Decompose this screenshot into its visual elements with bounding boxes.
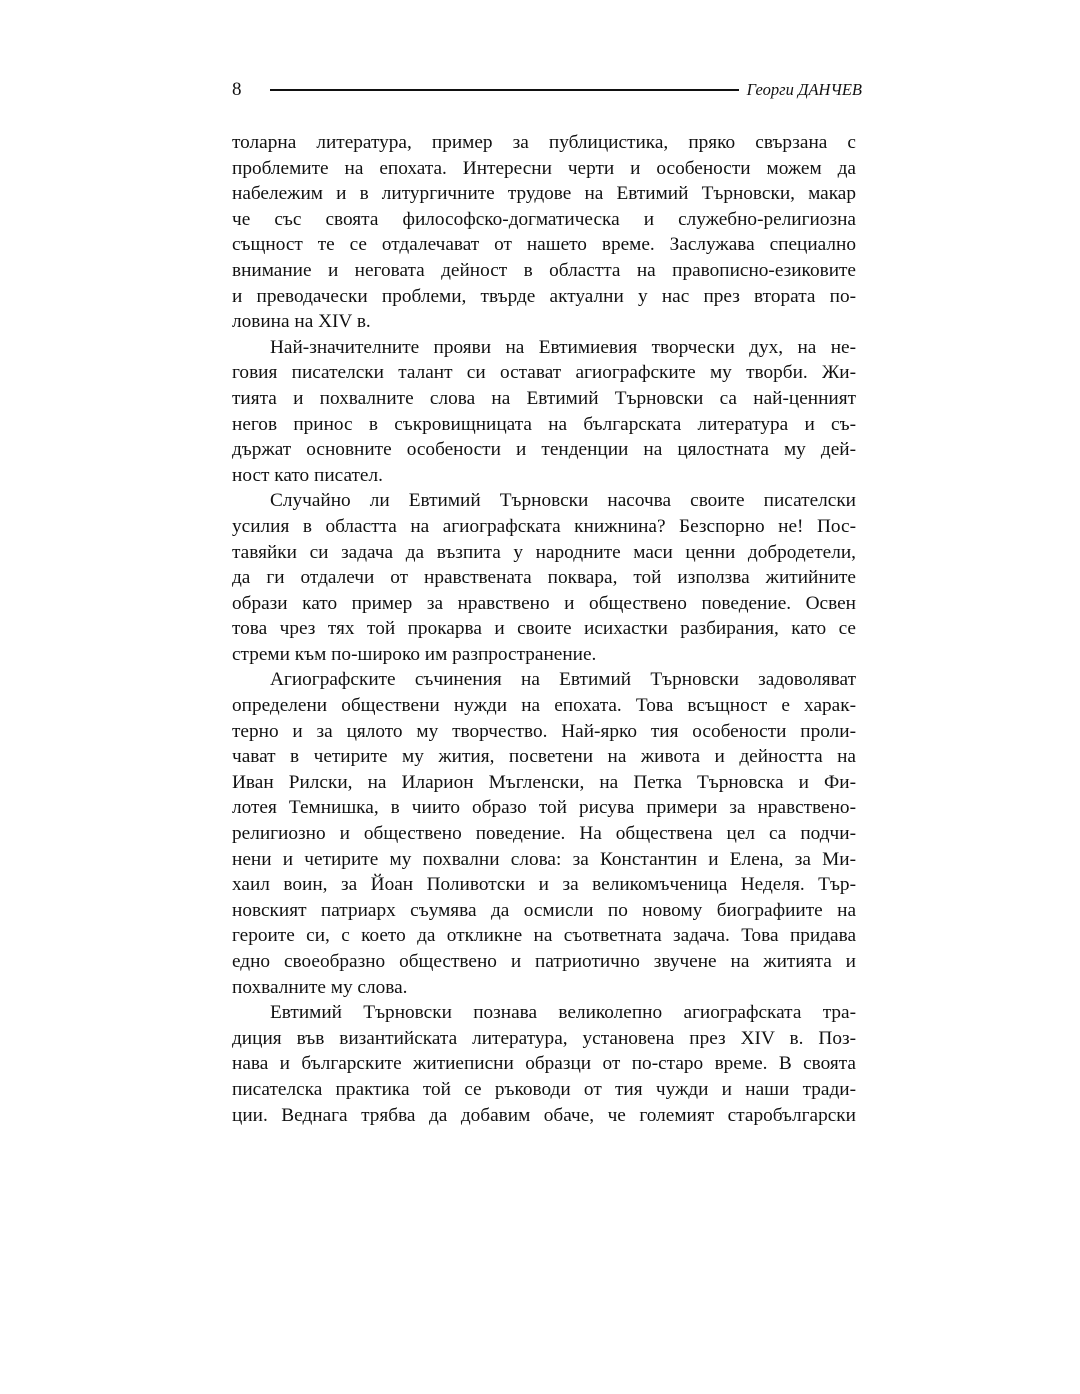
text-line: новският патриарх съумява да осмисли по новому биографиите на xyxy=(232,899,856,921)
text-line: Случайно ли Евтимий Търновски насочва своите писателски xyxy=(270,490,856,512)
text-line: че със своята философско-догматическа и служебно-религиозна xyxy=(232,208,856,230)
text-line: хаил воин, за Йоан Поливотски и за великомъченица Неделя. Тър- xyxy=(232,874,856,896)
text-line: образи като пример за нравствено и обществено поведение. Освен xyxy=(232,592,856,614)
text-line: едно своеобразно обществено и патриотично звучене на житията и xyxy=(232,951,856,972)
text-line: чават в четирите му жития, посветени на живота и дейността на xyxy=(232,746,856,768)
text-line: усилия в областта на агиографската книжнина? Безспорно не! Пос- xyxy=(232,515,856,537)
text-line: нава и българските житиеписни образци от по-старо време. В своята xyxy=(232,1053,856,1075)
text-line: писателска практика той се ръководи от тия чужди и наши тради- xyxy=(232,1078,856,1100)
text-line: героите си, с което да откликне на съответната задача. Това придава xyxy=(232,925,856,947)
text-line: говия писателски талант си остават агиографските му творби. Жи- xyxy=(232,362,856,384)
text-line: внимание и неговата дейност в областта на правописно-езиковите xyxy=(232,259,856,281)
text-line: държат основните особености и тенденции на цялостната му дей- xyxy=(232,439,856,461)
text-line: похвалните му слова. xyxy=(232,976,408,998)
text-line: определени обществени нужди на епохата. Това всъщност е харак- xyxy=(232,695,856,717)
text-line: Иван Рилски, на Иларион Мъгленски, на Петка Търновска и Фи- xyxy=(232,771,856,793)
text-line: религиозно и обществено поведение. На обществена цел са подчи- xyxy=(232,823,856,845)
text-line: ност като писател. xyxy=(232,464,383,486)
text-line: тията и похвалните слова на Евтимий Търновски са най-ценният xyxy=(232,387,856,409)
text-line: ции. Веднага трябва да добавим обаче, че големият старобългарски xyxy=(232,1104,856,1126)
text-line: това чрез тях той прокарва и своите исихастки разбирания, като се xyxy=(232,618,856,640)
text-line: стреми към по-широко им разпространение. xyxy=(232,643,597,665)
text-line: проблемите на епохата. Интересни черти и особености можем да xyxy=(232,157,856,179)
text-line: Най-значителните прояви на Евтимиевия творчески дух, на не- xyxy=(270,336,856,358)
text-line: да ги отдалечи от нравствената поквара, той използва житийните xyxy=(232,567,856,589)
paragraph xyxy=(232,667,856,1000)
text-line: терно и за цялото му творчество. Най-ярко тия особености проли- xyxy=(232,720,856,742)
paragraph xyxy=(232,488,856,667)
page-header xyxy=(232,78,862,102)
running-head-author: Георги ДАНЧЕВ xyxy=(746,80,862,99)
text-line: нени и четирите му похвални слова: за Константин и Елена, за Ми- xyxy=(232,848,856,870)
page-number: 8 xyxy=(232,79,242,100)
text-line: Евтимий Търновски познава великолепно агиографската тра- xyxy=(270,1002,856,1024)
header-rule xyxy=(270,89,739,91)
text-line: същност те се отдалечават от нашето време. Заслужава специално xyxy=(232,234,856,256)
text-line: ловина на XIV в. xyxy=(232,311,371,333)
text-line: набележим и в литургичните трудове на Евтимий Търновски, макар xyxy=(232,183,856,205)
text-line: лотея Темнишка, в чиито образо той рисува примери за нравствено- xyxy=(232,797,856,819)
text-line: негов принос в съкровищницата на българската литература и съ- xyxy=(232,413,856,435)
text-line: и преводачески проблеми, твърде актуални у нас през втората по- xyxy=(232,285,856,307)
paragraph xyxy=(232,1000,856,1128)
body-text xyxy=(232,130,856,1128)
text-line: толарна литература, пример за публицистика, пряко свързана с xyxy=(232,132,856,153)
paragraph xyxy=(232,335,856,489)
text-line: диция във византийската литература, установена през XIV в. Поз- xyxy=(232,1027,856,1049)
paragraph xyxy=(232,130,856,335)
text-line: Агиографските съчинения на Евтимий Търновски задоволяват xyxy=(270,669,856,691)
text-line: тавяйки си задача да възпита у народните маси ценни добродетели, xyxy=(232,541,856,563)
